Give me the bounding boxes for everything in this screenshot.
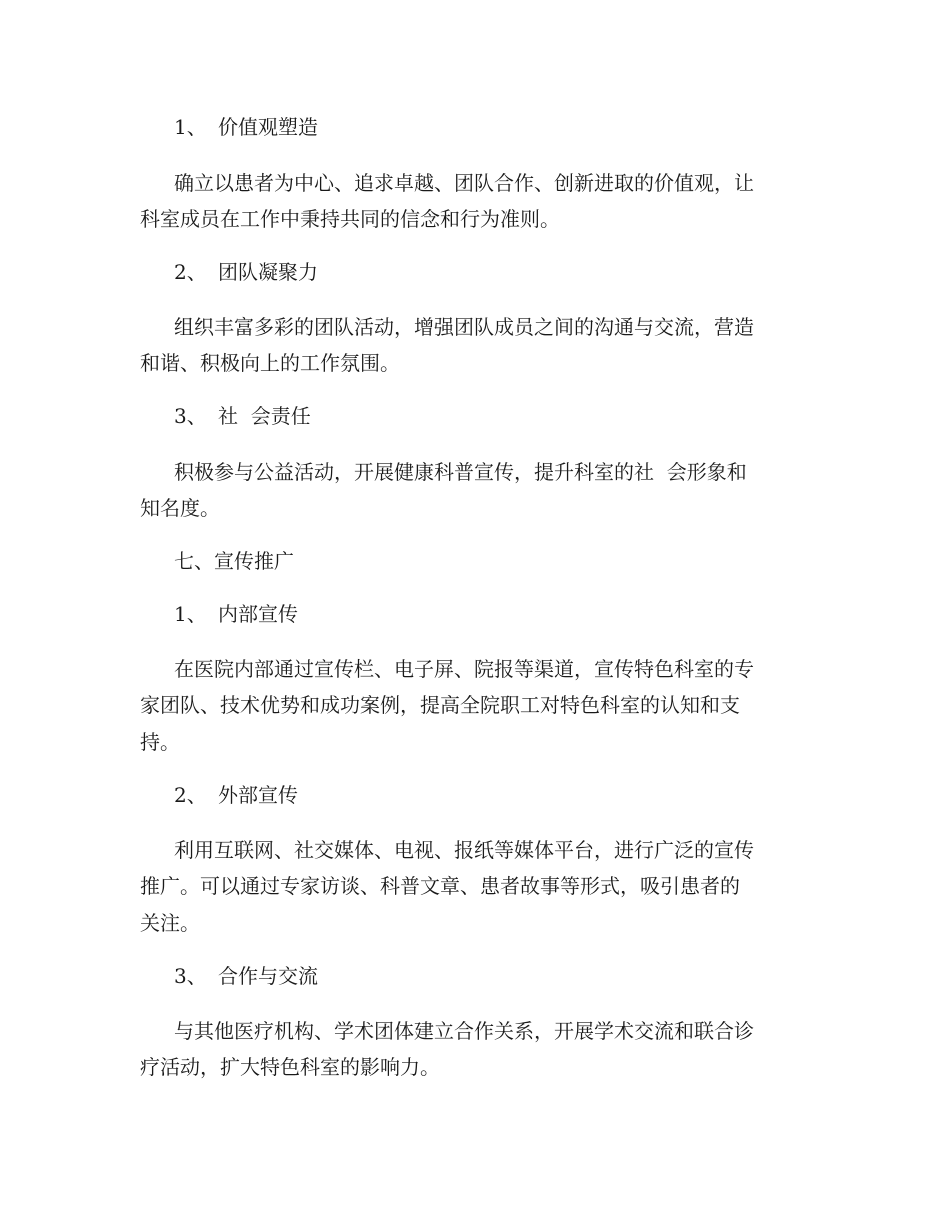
section-heading: 七、宣传推广 — [174, 549, 294, 573]
subheading — [174, 398, 311, 434]
subheading-text: 内部宣传 — [218, 602, 298, 626]
subheading-text: 社 会责任 — [218, 404, 311, 428]
subheading — [174, 777, 298, 813]
subheading-number: 2、 — [174, 260, 207, 284]
paragraph-line: 关注。 — [140, 911, 200, 935]
subheading-number: 1、 — [174, 115, 207, 139]
subheading — [174, 958, 318, 994]
subheading-text: 外部宣传 — [218, 783, 298, 807]
subheading-text: 合作与交流 — [218, 964, 318, 988]
paragraph-line: 知名度。 — [140, 496, 220, 520]
subheading-text: 团队凝聚力 — [218, 260, 318, 284]
paragraph-line: 在医院内部通过宣传栏、电子屏、院报等渠道，宣传特色科室的专 — [174, 657, 754, 681]
paragraph-line: 推广。可以通过专家访谈、科普文章、患者故事等形式，吸引患者的 — [140, 874, 740, 898]
subheading-number: 1、 — [174, 602, 207, 626]
subheading-number: 3、 — [174, 404, 207, 428]
subheading — [174, 596, 298, 632]
paragraph-line: 与其他医疗机构、学术团体建立合作关系，开展学术交流和联合诊 — [174, 1019, 754, 1043]
paragraph-line: 科室成员在工作中秉持共同的信念和行为准则。 — [140, 207, 560, 231]
paragraph-line: 组织丰富多彩的团队活动，增强团队成员之间的沟通与交流，营造 — [174, 315, 754, 339]
subheading-text: 价值观塑造 — [218, 115, 318, 139]
paragraph-line: 家团队、技术优势和成功案例，提高全院职工对特色科室的认知和支 — [140, 693, 740, 717]
paragraph-line: 利用互联网、社交媒体、电视、报纸等媒体平台，进行广泛的宣传 — [174, 838, 754, 862]
paragraph-line: 和谐、积极向上的工作氛围。 — [140, 351, 400, 375]
subheading — [174, 254, 318, 290]
subheading — [174, 109, 318, 145]
paragraph-line: 疗活动，扩大特色科室的影响力。 — [140, 1055, 440, 1079]
subheading-number: 3、 — [174, 964, 207, 988]
subheading-number: 2、 — [174, 783, 207, 807]
paragraph-line: 确立以患者为中心、追求卓越、团队合作、创新进取的价值观，让 — [174, 171, 754, 195]
paragraph-line: 持。 — [140, 730, 180, 754]
paragraph-line: 积极参与公益活动，开展健康科普宣传，提升科室的社 会形象和 — [174, 460, 747, 484]
